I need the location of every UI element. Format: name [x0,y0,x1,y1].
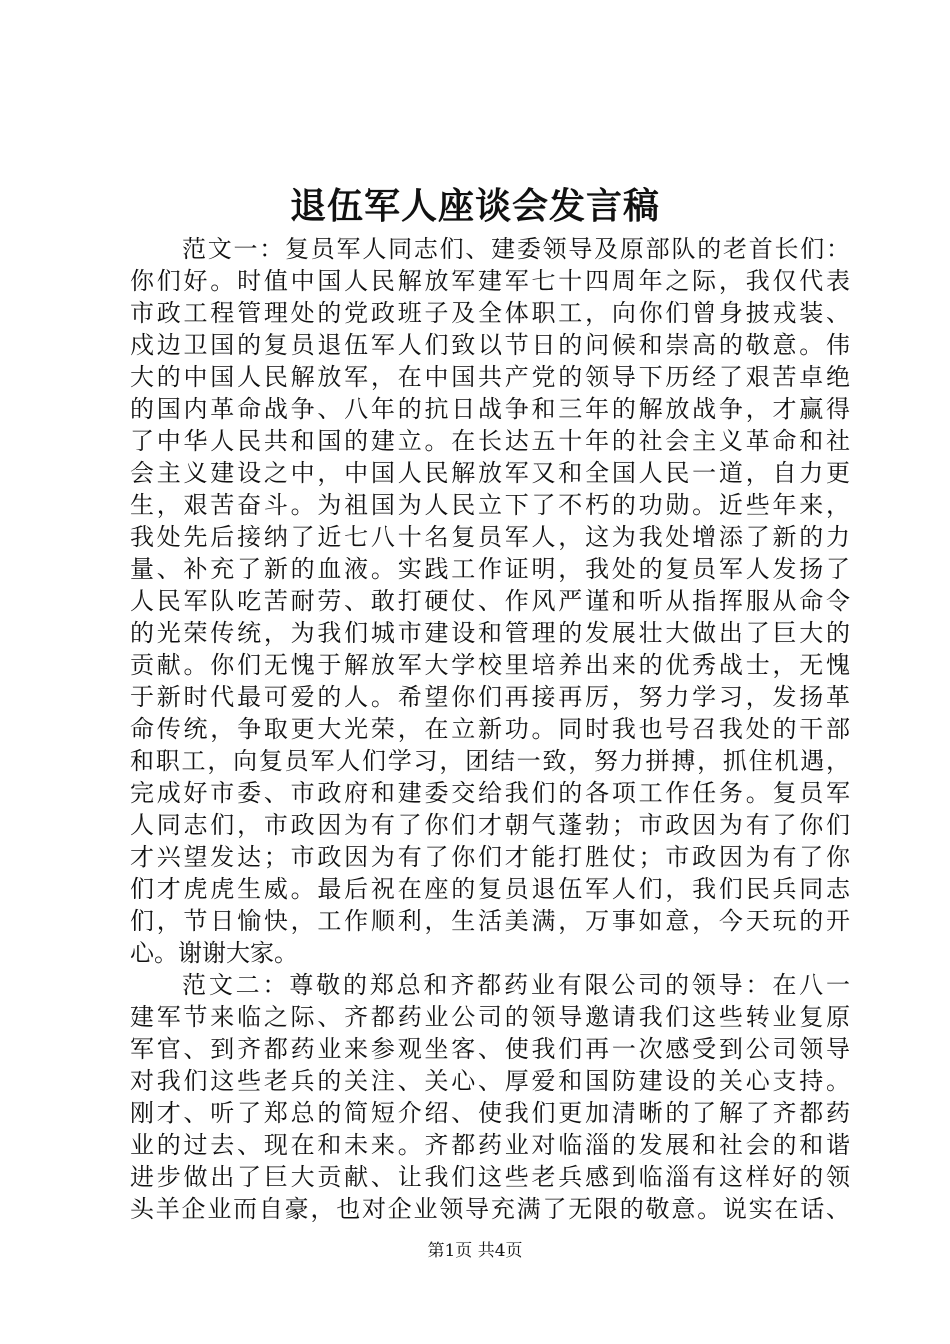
paragraph-line: 大的中国人民解放军，在中国共产党的领导下历经了艰苦卓绝 [130,363,850,391]
paragraph-line: 范文二：尊敬的郑总和齐都药业有限公司的领导：在八一 [182,971,850,999]
paragraph-line: 的国内革命战争、八年的抗日战争和三年的解放战争，才赢得 [130,395,850,423]
paragraph-line: 会主义建设之中，中国人民解放军又和全国人民一道，自力更 [130,459,850,487]
paragraph-line: 心。谢谢大家。 [130,939,298,967]
paragraph-line: 人民军队吃苦耐劳、敢打硬仗、作风严谨和听从指挥服从命令 [130,587,850,615]
paragraph-line: 们，节日愉快，工作顺利，生活美满，万事如意，今天玩的开 [130,907,850,935]
paragraph-line: 建军节来临之际、齐都药业公司的领导邀请我们这些转业复原 [130,1003,850,1031]
paragraph-line: 范文一：复员军人同志们、建委领导及原部队的老首长们： [182,235,850,263]
paragraph-line: 人同志们，市政因为有了你们才朝气蓬勃；市政因为有了你们 [130,811,850,839]
paragraph-line: 于新时代最可爱的人。希望你们再接再厉，努力学习，发扬革 [130,683,850,711]
paragraph-line: 你们好。时值中国人民解放军建军七十四周年之际，我仅代表 [130,267,850,295]
paragraph-line: 生，艰苦奋斗。为祖国为人民立下了不朽的功勋。近些年来， [130,491,850,519]
page-number: 第1页 共4页 [427,1241,523,1261]
paragraph-line: 贡献。你们无愧于解放军大学校里培养出来的优秀战士，无愧 [130,651,850,679]
paragraph-line: 业的过去、现在和未来。齐都药业对临淄的发展和社会的和谐 [130,1131,850,1159]
paragraph-line: 军官、到齐都药业来参观坐客、使我们再一次感受到公司领导 [130,1035,850,1063]
paragraph-line: 进步做出了巨大贡献、让我们这些老兵感到临淄有这样好的领 [130,1163,850,1191]
paragraph-line: 头羊企业而自豪，也对企业领导充满了无限的敬意。说实在话、 [130,1195,850,1223]
paragraph-line: 戍边卫国的复员退伍军人们致以节日的问候和崇高的敬意。伟 [130,331,850,359]
document-title: 退伍军人座谈会发言稿 [289,186,660,227]
paragraph-line: 了中华人民共和国的建立。在长达五十年的社会主义革命和社 [130,427,850,455]
paragraph-line: 和职工，向复员军人们学习，团结一致，努力拼搏，抓住机遇， [130,747,850,775]
document-body [130,233,850,1225]
paragraph-line: 量、补充了新的血液。实践工作证明，我处的复员军人发扬了 [130,555,850,583]
paragraph-line: 对我们这些老兵的关注、关心、厚爱和国防建设的关心支持。 [130,1067,850,1095]
paragraph-line: 我处先后接纳了近七八十名复员军人，这为我处增添了新的力 [130,523,850,551]
paragraph-line: 才兴望发达；市政因为有了你们才能打胜仗；市政因为有了你 [130,843,850,871]
paragraph-line: 刚才、听了郑总的简短介绍、使我们更加清晰的了解了齐都药 [130,1099,850,1127]
paragraph-line: 命传统，争取更大光荣，在立新功。同时我也号召我处的干部 [130,715,850,743]
paragraph-line: 市政工程管理处的党政班子及全体职工，向你们曾身披戎装、 [130,299,850,327]
paragraph-line: 的光荣传统，为我们城市建设和管理的发展壮大做出了巨大的 [130,619,850,647]
paragraph-line: 完成好市委、市政府和建委交给我们的各项工作任务。复员军 [130,779,850,807]
paragraph-line: 们才虎虎生威。最后祝在座的复员退伍军人们，我们民兵同志 [130,875,850,903]
